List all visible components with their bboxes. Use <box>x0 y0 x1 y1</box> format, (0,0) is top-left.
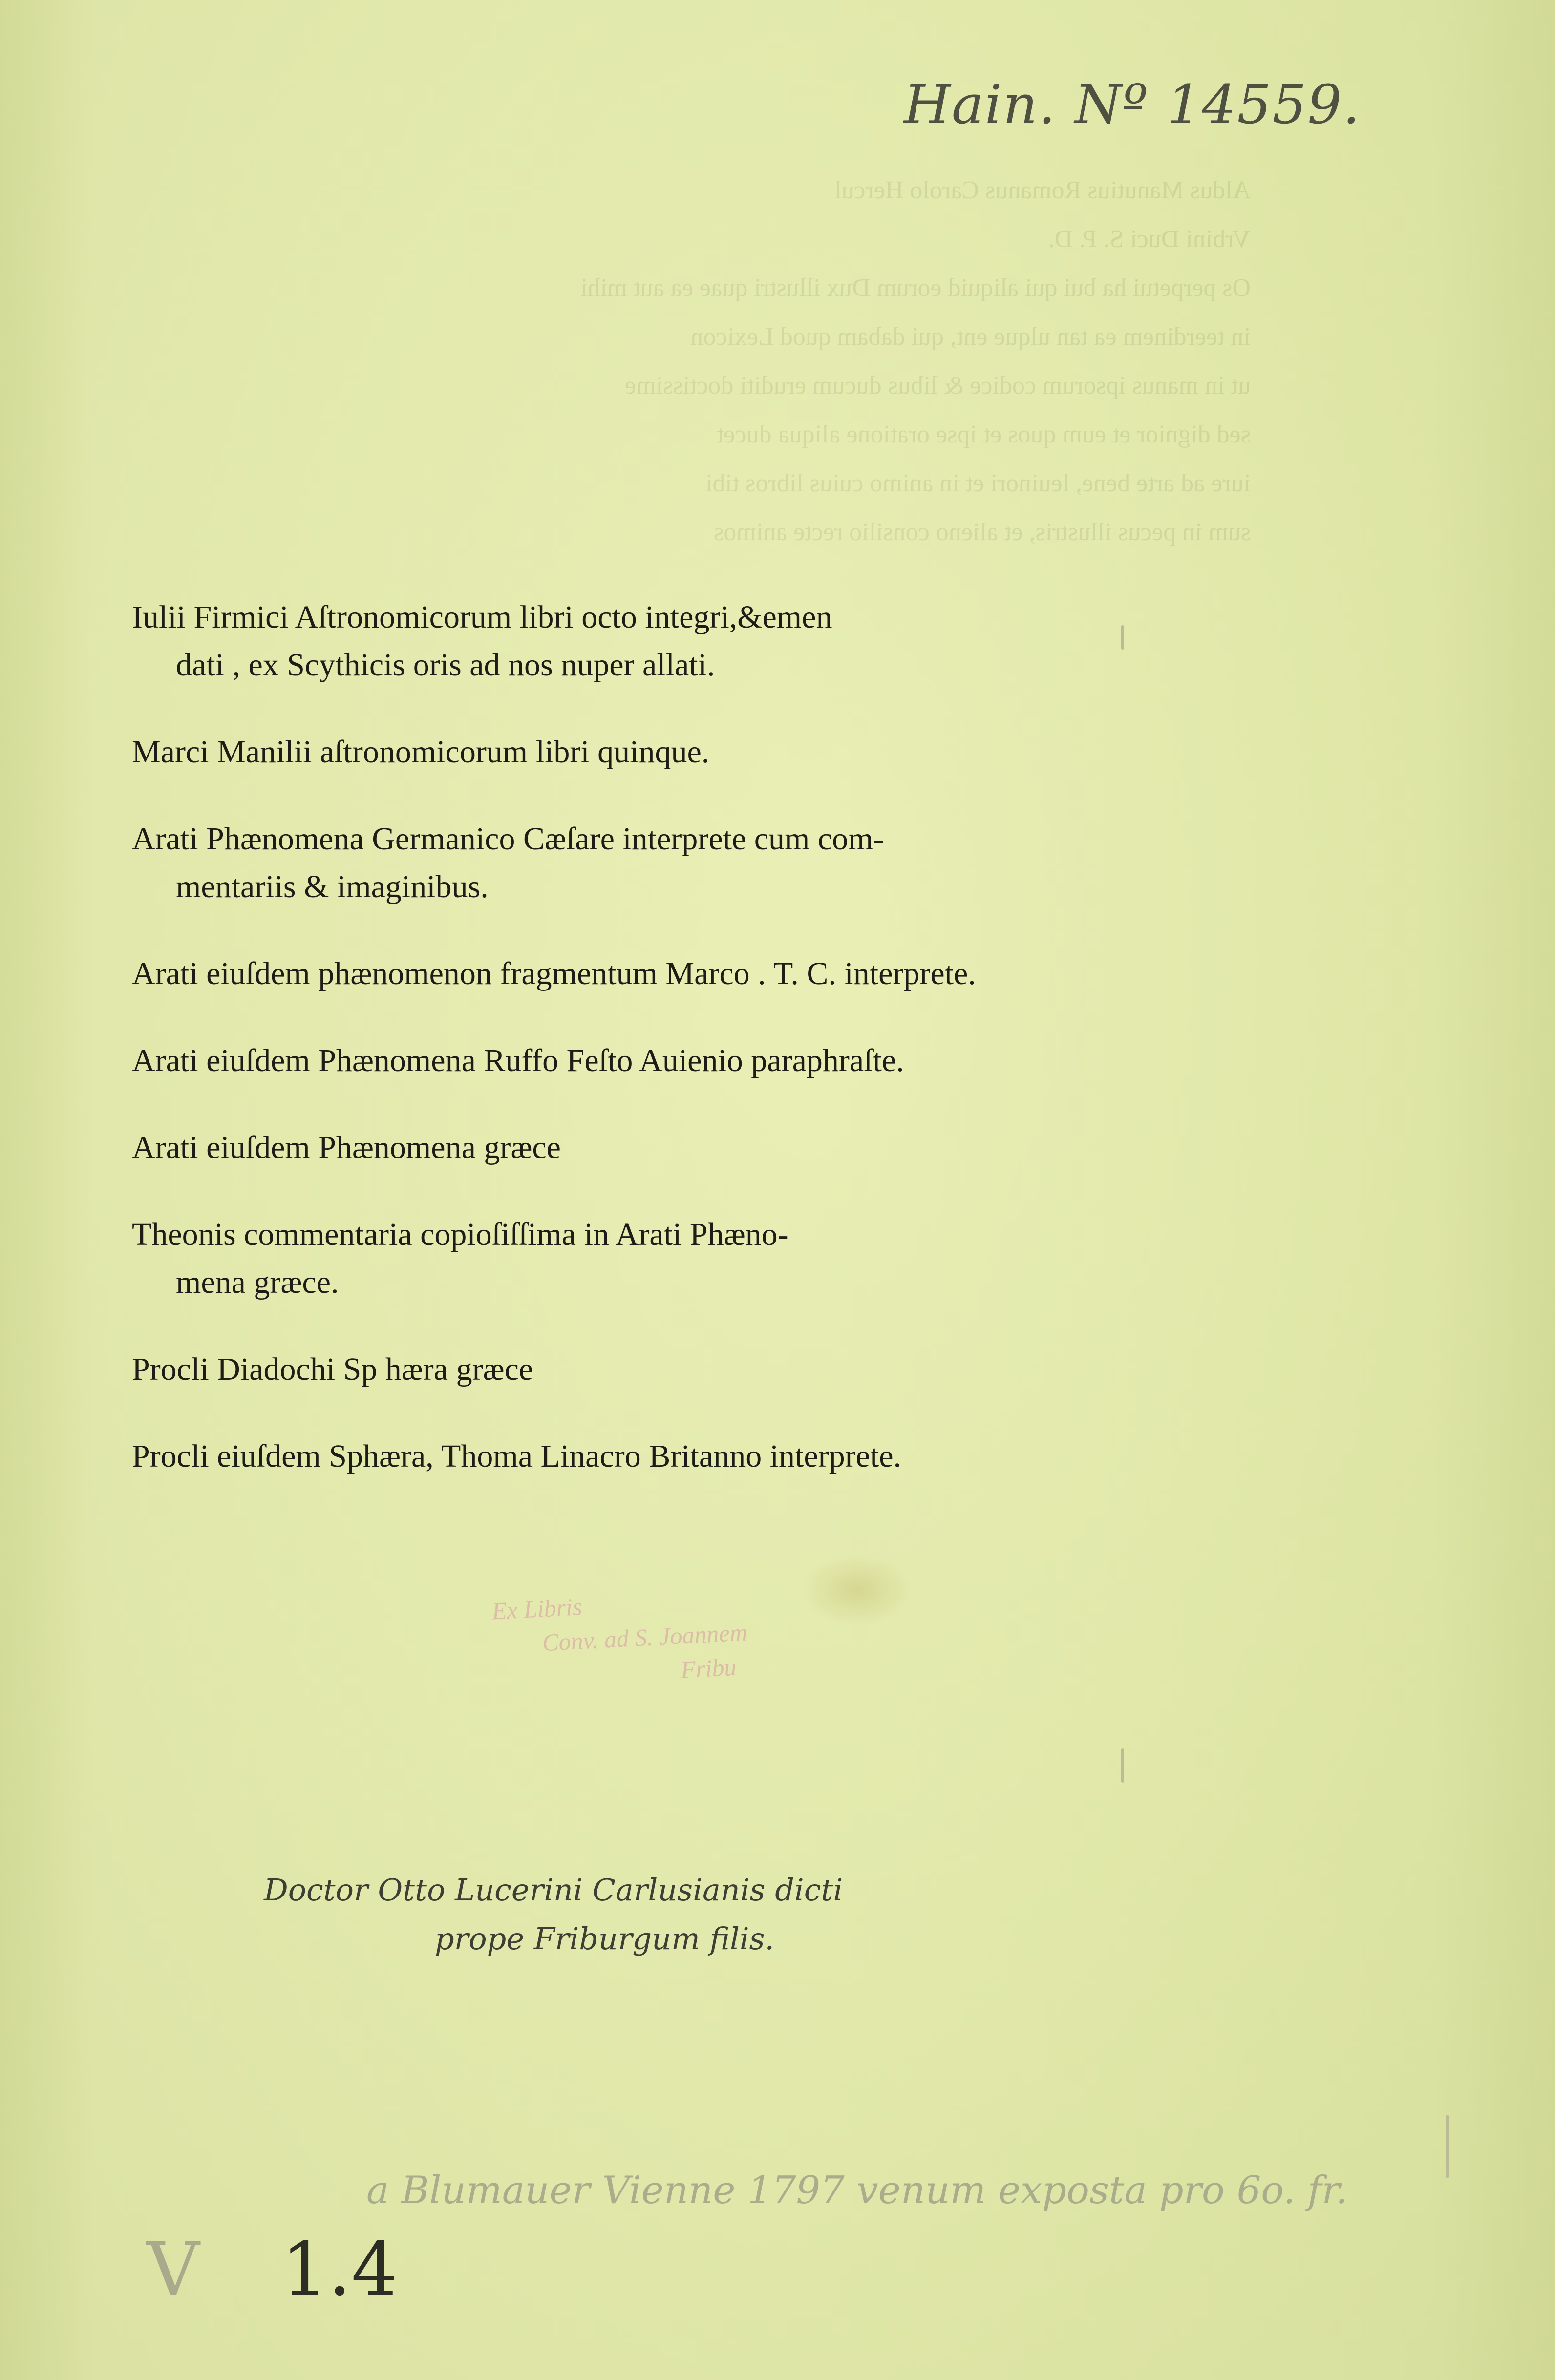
shelfmark-number: 1.4 <box>281 2227 398 2312</box>
show-through-text: Aldus Manutius Romanus Carolo Hercul Vrbini Duci S. P. D. Os perpetui ha bui qui aliquid eorum Dux illustri quae ea aut mihi in teerdinem ea tan ulque ent, qui dabam quod Lexicon ut in manus ipsorum codice & libus ducum eruditi doctissime sed dignior et eum quos et ipse oratione aliqua ducet iure ad arte bene, leuinori et in animo cuius libros tibi sum in pecus illustris, et alieno consilio recte animos <box>580 176 1251 546</box>
margin-mark <box>1446 2115 1449 2178</box>
margin-mark <box>1121 625 1124 650</box>
contents-entry-aratus-germanicus <box>132 815 1148 911</box>
stamp-line: Conv. ad S. Joannem <box>541 1618 748 1657</box>
entry-line: Arati eiuſdem phænomenon fragmentum Marco . T. C. interprete. <box>132 956 976 991</box>
contents-entry-theon <box>132 1211 1148 1306</box>
entry-line: mena græce. <box>176 1264 339 1300</box>
entry-line: Iulii Firmici Aſtronomicorum libri octo integri,&emen <box>132 599 832 635</box>
paper-stain <box>801 1553 914 1626</box>
contents-entry-proclus-greek <box>132 1346 1148 1393</box>
contents-entry-proclus-linacre <box>132 1432 1148 1480</box>
entry-line: Procli eiuſdem Sphæra, Thoma Linacro Britanno interprete. <box>132 1438 902 1474</box>
entry-line: dati , ex Scythicis oris ad nos nuper allati. <box>176 647 715 683</box>
contents-entry-aratus-cicero <box>132 950 1148 998</box>
contents-entry-manilius <box>132 728 1148 776</box>
entry-line: mentariis & imaginibus. <box>176 869 489 905</box>
contents-entry-firmicus <box>132 593 1148 689</box>
entry-line: Arati Phænomena Germanico Cæſare interprete cum com- <box>132 821 884 857</box>
contents-list <box>132 593 1148 1519</box>
stamp-line: Fribu <box>680 1653 737 1684</box>
entry-line: Marci Manilii aſtronomicorum libri quinque. <box>132 734 710 770</box>
catalog-reference-inscription: Hain. Nº 14559. <box>904 73 1361 136</box>
provenance-note: a Blumauer Vienne 1797 venum exposta pro 6o. fr. <box>366 2169 1348 2212</box>
contents-entry-aratus-greek <box>132 1124 1148 1172</box>
shelfmark <box>147 2227 398 2312</box>
stamp-line: Ex Libris <box>491 1593 583 1625</box>
entry-line: Arati eiuſdem Phænomena Ruffo Feſto Auienio paraphraſte. <box>132 1043 904 1078</box>
entry-line: Theonis commentaria copioſiſſima in Arati Phæno- <box>132 1217 788 1252</box>
entry-line: Procli Diadochi Sp hæra græce <box>132 1351 533 1387</box>
entry-line: Arati eiuſdem Phænomena græce <box>132 1130 561 1165</box>
owner-inscription-line: prope Friburgum filis. <box>435 1921 775 1957</box>
contents-entry-aratus-avienus <box>132 1037 1148 1085</box>
owner-inscription <box>264 1866 843 1963</box>
shelfmark-letter: V <box>147 2227 200 2312</box>
margin-mark <box>1121 1748 1124 1783</box>
faded-ownership-stamp <box>491 1581 750 1697</box>
owner-inscription-line: Doctor Otto Lucerini Carlusianis dicti <box>264 1872 843 1908</box>
